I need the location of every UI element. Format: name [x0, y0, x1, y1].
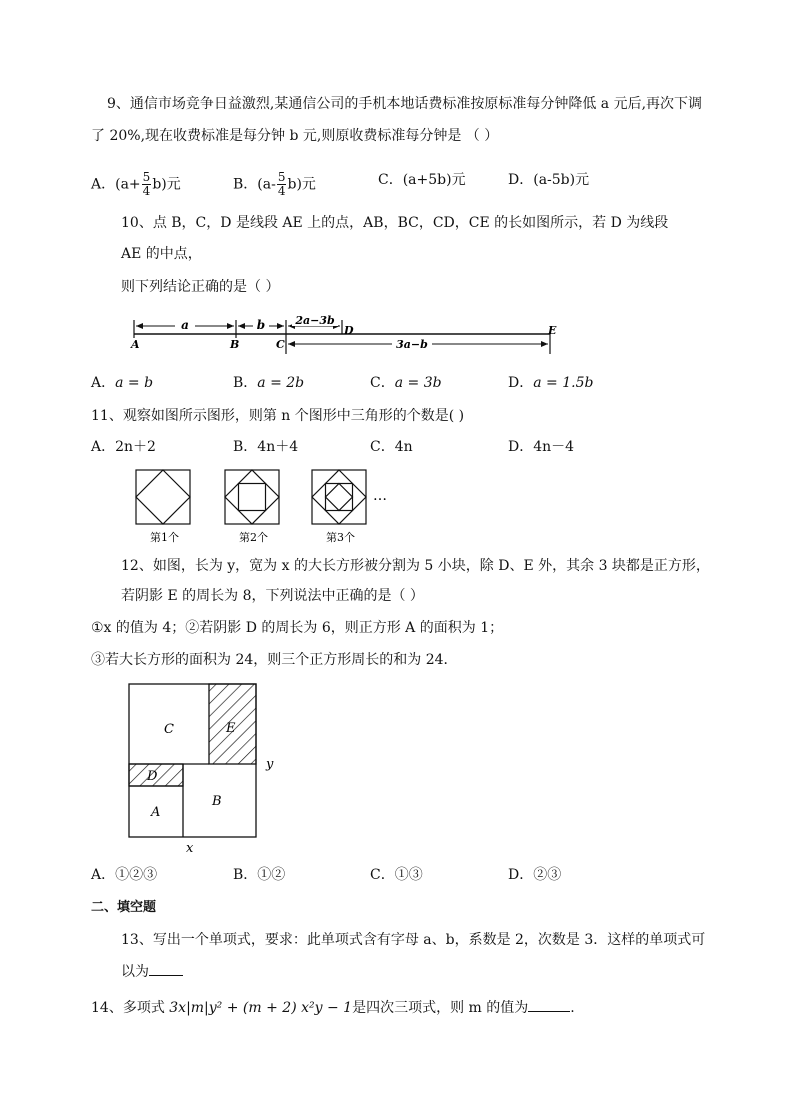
q14-line: 14、多项式 3x|m|y² + (m + 2) x²y − 1是四次三项式，则 m 的值为 . — [91, 1000, 575, 1016]
pattern-2 — [225, 470, 279, 524]
q12-line2: 若阴影 E 的周长为 8，下列说法中正确的是（ ） — [121, 588, 424, 604]
q12-option-b: B．①② — [233, 867, 286, 883]
q10-option-d: D．a = 1.5b — [508, 375, 594, 391]
q11-option-b: B．4n＋4 — [233, 439, 299, 455]
q14-answer-blank[interactable] — [528, 1011, 570, 1012]
q13-line2: 以为 — [121, 963, 183, 981]
point-e: E — [548, 324, 557, 337]
label-b: b — [256, 318, 266, 332]
pattern-3 — [312, 470, 366, 524]
point-a: A — [131, 338, 140, 351]
caption-3: 第3个 — [326, 531, 355, 544]
q13-answer-blank[interactable] — [149, 975, 183, 976]
q11-option-d: D．4n－4 — [508, 439, 575, 455]
q14-expression: 3x|m|y² + (m + 2) x²y − 1 — [169, 1000, 353, 1016]
caption-2: 第2个 — [239, 531, 268, 544]
q12-option-c: C．①③ — [370, 867, 423, 883]
q10-line3: 则下列结论正确的是（ ） — [121, 279, 280, 295]
q11-line1: 11、观察如图所示图形，则第 n 个图形中三角形的个数是( ) — [91, 408, 465, 424]
q12-line4: ③若大长方形的面积为 24，则三个正方形周长的和为 24． — [91, 652, 458, 668]
q10-option-a: A．a = b — [91, 375, 154, 391]
point-d: D — [344, 324, 354, 337]
label-ce: 3a−b — [396, 338, 428, 351]
q12-line3: ①x 的值为 4；②若阴影 D 的周长为 6，则正方形 A 的面积为 1； — [91, 620, 504, 636]
point-c: C — [276, 338, 285, 351]
segment-figure — [120, 310, 570, 360]
rectangle-figure — [120, 678, 290, 858]
q9-option-b: B．(a- $\frac{5}{4}$ b)元 — [233, 170, 316, 198]
q11-option-a: A．2n＋2 — [91, 439, 156, 455]
q9-line1: 9、通信市场竞争日益激烈,某通信公司的手机本地话费标准按原标准每分钟降低 a 元后,再次下调 — [107, 96, 703, 112]
label-y: y — [266, 757, 274, 772]
q10-line2: AE 的中点， — [121, 246, 202, 262]
pattern-figure — [130, 466, 400, 546]
label-a: a — [181, 318, 189, 332]
point-b: B — [230, 338, 240, 351]
label-a: A — [151, 805, 161, 820]
label-x: x — [186, 841, 194, 856]
pattern-1 — [136, 470, 190, 524]
q9-line2: 了 20%,现在收费标准是每分钟 b 元,则原收费标准每分钟是 （ ） — [91, 128, 499, 144]
q10-line1: 10、点 B，C，D 是线段 AE 上的点，AB，BC，CD，CE 的长如图所示，若 D 为线段 — [121, 215, 669, 231]
label-cd: 2a−3b — [295, 314, 335, 327]
caption-1: 第1个 — [150, 531, 179, 544]
label-b: B — [212, 794, 222, 809]
section-title: 二、填空题 — [91, 900, 157, 915]
q10-option-b: B．a = 2b — [233, 375, 305, 391]
q9-option-d: D．(a-5b)元 — [508, 172, 590, 188]
q9-option-c: C．(a+5b)元 — [378, 172, 466, 188]
label-e: E — [226, 721, 236, 736]
label-d: D — [147, 769, 158, 784]
q10-option-c: C．a = 3b — [370, 375, 442, 391]
q11-option-c: C．4n — [370, 439, 413, 455]
q12-option-a: A．①②③ — [91, 867, 158, 883]
label-c: C — [164, 722, 174, 737]
q12-option-d: D．②③ — [508, 867, 562, 883]
q13-line1: 13、写出一个单项式，要求：此单项式含有字母 a、b，系数是 2，次数是 3．这样的单项式可 — [121, 932, 706, 948]
pattern-ellipsis: … — [373, 488, 387, 504]
q9-option-a: A．(a+ $\frac{5}{4}$ b)元 — [91, 170, 181, 198]
q12-line1: 12、如图，长为 y，宽为 x 的大长方形被分割为 5 小块，除 D、E 外，其余 3 块都是正方形， — [121, 558, 710, 574]
